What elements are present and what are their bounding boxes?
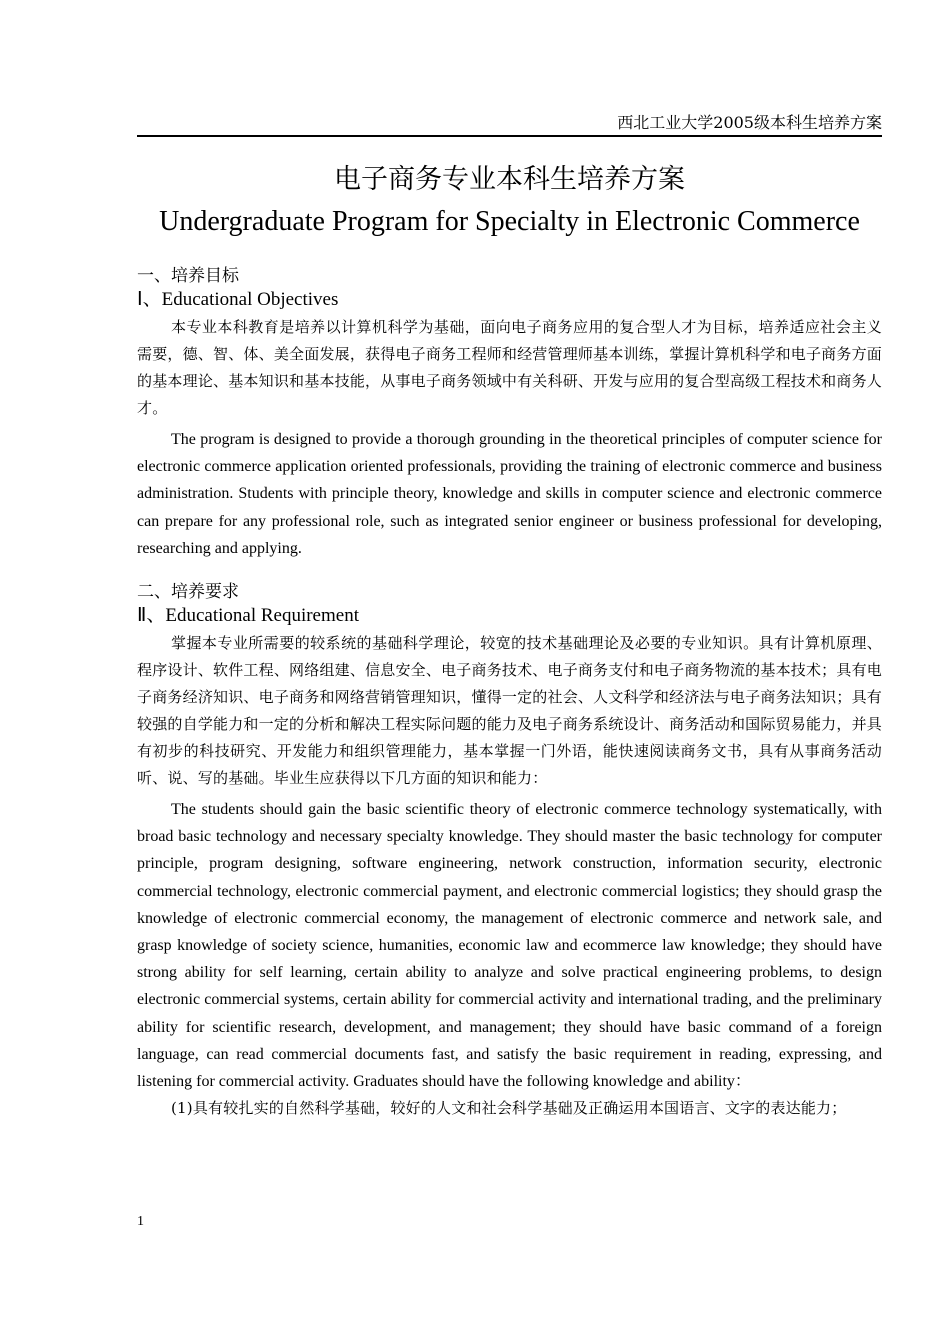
page-number: 1 bbox=[137, 1214, 144, 1229]
running-header: 西北工业大学2005级本科生培养方案 bbox=[617, 113, 882, 132]
paragraph-cn: 本专业本科教育是培养以计算机科学为基础，面向电子商务应用的复合型人才为目标，培养适应社会主义需要，德、智、体、美全面发展，获得电子商务工程师和经营管理师基本训练，掌握计算机科学和电子商务方面的基本理论、基本知识和基本技能，从事电子商务领域中有关科研、开发与应用的复合型高级工程技术和商务人才。 bbox=[137, 318, 882, 417]
section-heading-cn: 二、培养要求 bbox=[137, 582, 239, 602]
paragraph-en: The program is designed to provide a thorough grounding in the theoretical principles of computer science for electronic commerce application oriented professionals, providing the training of electronic commerce and business administration. Students with principle theory, knowledge and skills in computer science and electronic commerce can prepare for any professional role, such as integrated senior engineer or business professional for developing, researching and applying. bbox=[137, 431, 882, 557]
section-heading-en: Ⅱ、Educational Requirement bbox=[137, 605, 359, 626]
title-english: Undergraduate Program for Specialty in Electronic Commerce bbox=[159, 206, 860, 237]
section-heading-cn: 一、培养目标 bbox=[137, 266, 239, 286]
title-chinese: 电子商务专业本科生培养方案 bbox=[334, 164, 685, 195]
section-heading-en: Ⅰ、Educational Objectives bbox=[137, 289, 339, 310]
paragraph-cn: 掌握本专业所需要的较系统的基础科学理论，较宽的技术基础理论及必要的专业知识。具有计算机原理、程序设计、软件工程、网络组建、信息安全、电子商务技术、电子商务支付和电子商务物流的基本技术；具有电子商务经济知识、电子商务和网络营销管理知识，懂得一定的社会、人文科学和经济法与电子商务法知识；具有较强的自学能力和一定的分析和解决工程实际问题的能力及电子商务系统设计、商务活动和国际贸易能力，并具有初步的科技研究、开发能力和组织管理能力，基本掌握一门外语，能快速阅读商务文书，具有从事商务活动听、说、写的基础。毕业生应获得以下几方面的知识和能力： bbox=[137, 634, 882, 787]
header-rule bbox=[137, 135, 882, 137]
section-educational-objectives bbox=[137, 264, 882, 562]
section-educational-requirement bbox=[137, 580, 882, 1122]
paragraph-en: The students should gain the basic scientific theory of electronic commerce technology systematically, with broad basic technology and necessary specialty knowledge. They should master the basic technology for computer principle, program designing, software engineering, network construction, information security, electronic commercial technology, electronic commercial payment, and electronic commercial logistics; they should grasp the knowledge of electronic commercial economy, the management of electronic commerce and network sale, and grasp knowledge of society science, humanities, economic law and ecommerce law knowledge; they should have strong ability for self learning, certain ability to analyze and solve practical engineering problems, to design electronic commercial systems, certain ability for commercial activity and international trading, and the preliminary ability for scientific research, development, and management; they should have basic command of a foreign language, can read commercial documents fast, and satisfy the basic requirement in reading, expressing, and listening for commercial activity. Graduates should have the following knowledge and ability： bbox=[137, 801, 882, 1091]
list-item: (1)具有较扎实的自然科学基础，较好的人文和社会科学基础及正确运用本国语言、文字的表达能力； bbox=[171, 1099, 847, 1118]
